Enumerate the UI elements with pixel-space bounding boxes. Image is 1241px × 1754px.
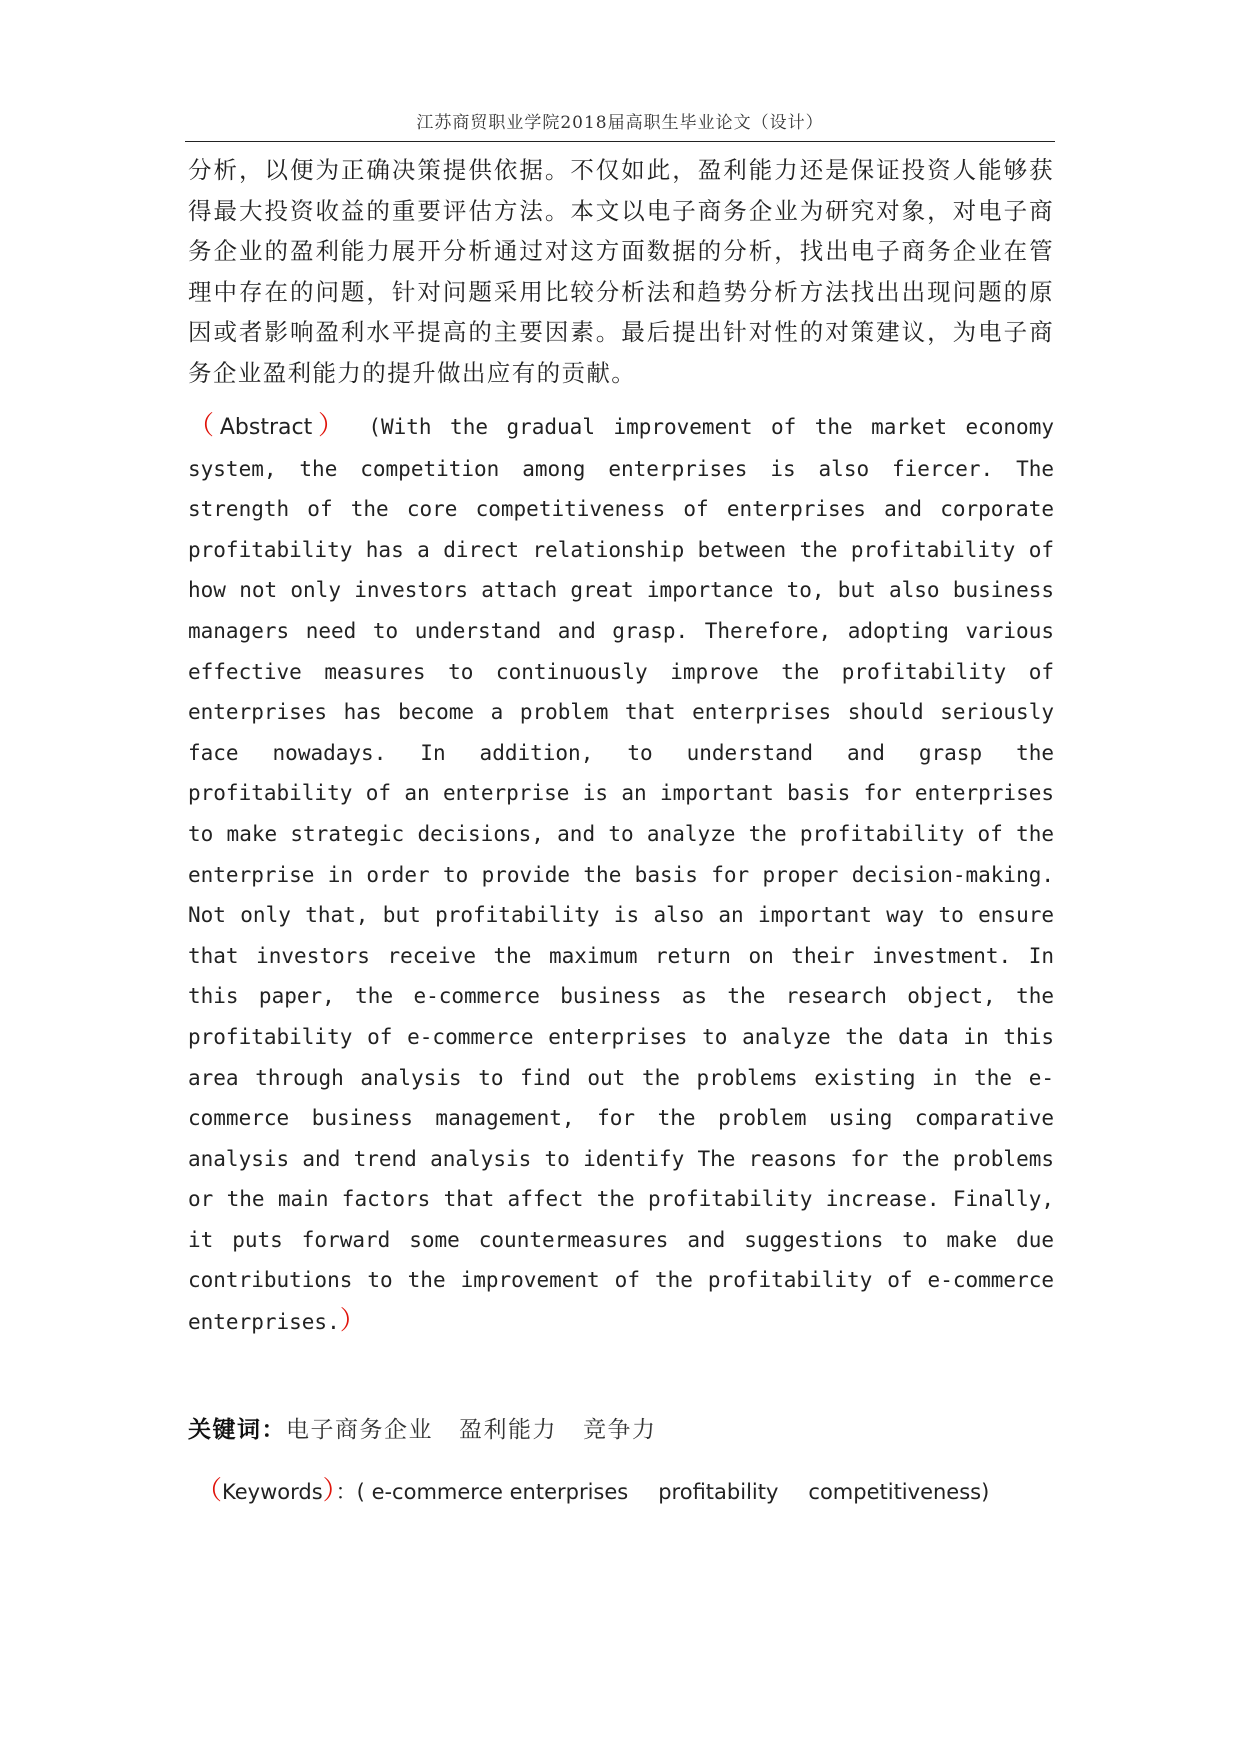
chinese-keywords <box>188 1411 1054 1444</box>
keyword-cn-item: 竞争力 <box>583 1417 657 1443</box>
header-divider <box>185 141 1055 142</box>
keyword-cn-item: 盈利能力 <box>459 1417 557 1443</box>
keyword-en-item: e-commerce enterprises <box>371 1480 629 1504</box>
keyword-cn-item: 电子商务企业 <box>286 1417 433 1443</box>
abstract-close-paren: ） <box>312 411 350 441</box>
keywords-close-paren: ） <box>322 1476 336 1506</box>
keywords-en-label: Keywords <box>222 1480 323 1504</box>
keywords-separator: ：( <box>335 1480 365 1504</box>
keywords-cn-label: 关键词： <box>188 1417 286 1443</box>
abstract-end-paren: ） <box>339 1306 366 1337</box>
abstract-label: Abstract <box>219 415 313 440</box>
abstract-open-paren: （ <box>188 411 220 441</box>
english-keywords <box>196 1470 1096 1507</box>
keyword-en-item: profitability <box>658 1480 779 1504</box>
chinese-abstract-text: 分析，以便为正确决策提供依据。不仅如此，盈利能力还是保证投资人能够获得最大投资收益的重要评估方法。本文以电子商务企业为研究对象，对电子商务企业的盈利能力展开分析通过对这方面数据的分析，找出电子商务企业在管理中存在的问题，针对问题采用比较分析法和趋势分析方法找出出现问题的原因或者影响盈利水平提高的主要因素。最后提出针对性的对策建议，为电子商务企业盈利能力的提升做出应有的贡献。 <box>188 156 1054 387</box>
keyword-en-item: competitiveness) <box>808 1480 990 1504</box>
english-abstract <box>188 406 1054 1343</box>
page-header: 江苏商贸职业学院2018届高职生毕业论文（设计） <box>416 113 824 133</box>
keywords-open-paren: （ <box>196 1476 223 1506</box>
english-abstract-body: (With the gradual improvement of the market economy system, the competition among enterprises is also fiercer. The strength of the core competitiveness of enterprises and corporate profitability has a direct relationship between the profitability of how not only investors attach great importance to, but also business managers need to understand and grasp. Therefore, adopting various effective measures to continuously improve the profitability of enterprises has become a problem that enterprises should seriously face nowadays. In addition, to understand and grasp the profitability of an enterprise is an important basis for enterprises to make strategic decisions, and to analyze the profitability of the enterprise in order to provide the basis for proper decision-making. Not only that, but profitability is also an important way to ensure that investors receive the maximum return on their investment. In this paper, the e-commerce business as the research object, the profitability of e-commerce enterprises to analyze the data in this area through analysis to find out the problems existing in the e-commerce business management, for the problem using comparative analysis and trend analysis to identify The reasons for the problems or the main factors that affect the profitability increase. Finally, it puts forward some countermeasures and suggestions to make due contributions to the improvement of the profitability of e-commerce enterprises. <box>188 415 1054 1335</box>
